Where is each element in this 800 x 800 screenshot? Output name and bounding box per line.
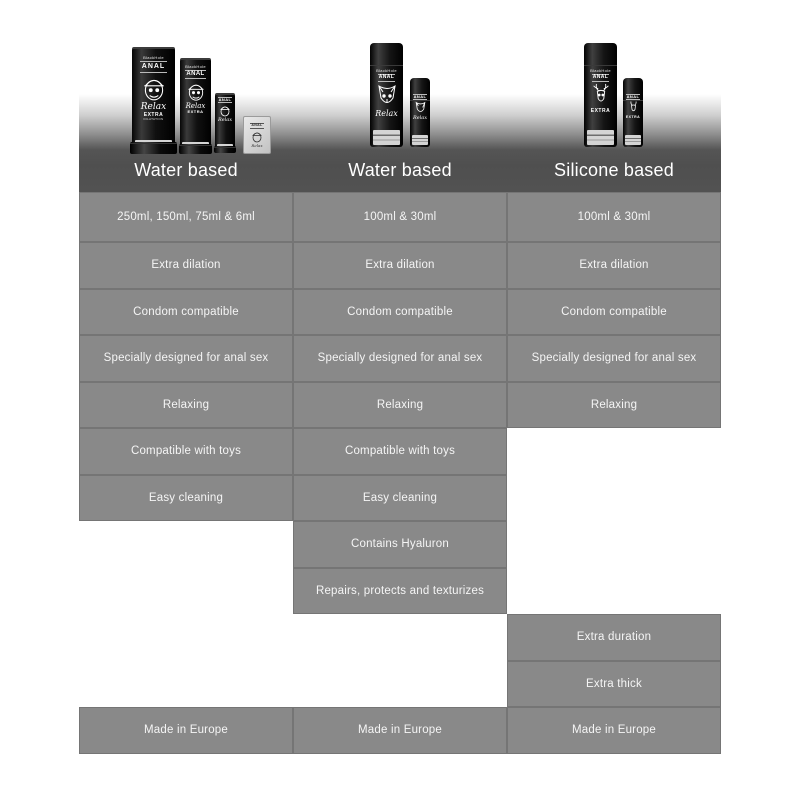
cell-sizes-col3: 100ml & 30ml — [507, 192, 721, 242]
product-tube-250ml — [132, 47, 175, 154]
product-bottle-30ml-silicone — [623, 78, 643, 147]
product-script: Relax — [412, 115, 428, 122]
product-script: Relax — [185, 101, 206, 110]
cell-blank — [507, 568, 721, 615]
product-label-band — [587, 130, 615, 145]
cell-blank — [507, 428, 721, 475]
product-tube-75ml — [215, 93, 235, 153]
product-name: ANAL — [140, 61, 167, 73]
cell-extra-dilation-col1: Extra dilation — [79, 242, 293, 289]
gorilla-art-icon — [141, 74, 167, 102]
cell-condom-compatible-col1: Condom compatible — [79, 289, 293, 336]
gorilla-art-icon — [186, 80, 206, 102]
feature-grid — [79, 192, 721, 754]
cell-blank — [79, 521, 293, 568]
cell-extra-dilation-col2: Extra dilation — [293, 242, 507, 289]
cell-extra-thick-col3: Extra thick — [507, 661, 721, 708]
cell-toys-col2: Compatible with toys — [293, 428, 507, 475]
product-brand: BlackHole — [376, 68, 397, 73]
product-script: Relax — [217, 117, 233, 124]
product-script: Relax — [140, 101, 167, 112]
product-extra-label: EXTRA — [143, 111, 164, 118]
cell-blank — [507, 521, 721, 568]
cell-sizes-col1: 250ml, 150ml, 75ml & 6ml — [79, 192, 293, 242]
product-label-band — [625, 135, 642, 145]
column-headers — [79, 148, 721, 192]
product-brand: BlackHole — [185, 64, 206, 69]
cell-designed-anal-col2: Specially designed for anal sex — [293, 335, 507, 382]
product-name: ANAL — [218, 97, 232, 102]
cell-relaxing-col2: Relaxing — [293, 382, 507, 429]
header-silicone-based: Silicone based — [554, 159, 674, 180]
cell-blank — [293, 614, 507, 661]
wolf-art-icon — [414, 101, 427, 115]
product-bottle-30ml-water — [410, 78, 430, 147]
header-water-based-2: Water based — [348, 159, 452, 180]
product-bottle-100ml-silicone — [584, 43, 617, 147]
product-name: ANAL — [592, 74, 609, 80]
product-name: ANAL — [626, 94, 640, 99]
cell-relaxing-col1: Relaxing — [79, 382, 293, 429]
cell-easy-cleaning-col2: Easy cleaning — [293, 475, 507, 522]
cell-hyaluron-col2: Contains Hyaluron — [293, 521, 507, 568]
deer-art-icon — [627, 101, 640, 114]
cell-blank — [507, 475, 721, 522]
product-label-band — [373, 130, 401, 145]
cell-extra-dilation-col3: Extra dilation — [507, 242, 721, 289]
cell-easy-cleaning-col1: Easy cleaning — [79, 475, 293, 522]
cell-repairs-col2: Repairs, protects and texturizes — [293, 568, 507, 615]
product-extra-label: EXTRA — [625, 115, 641, 120]
gorilla-art-icon — [219, 104, 231, 117]
product-tube-150ml — [180, 58, 211, 154]
product-name: ANAL — [413, 94, 427, 99]
product-bottle-100ml-water — [370, 43, 403, 147]
cell-relaxing-col3: Relaxing — [507, 382, 721, 429]
product-brand: BlackHole — [590, 68, 611, 73]
cell-blank — [293, 661, 507, 708]
product-extra-label: EXTRA — [590, 107, 611, 114]
product-name: ANAL — [186, 71, 205, 77]
cell-made-in-europe-col1: Made in Europe — [79, 707, 293, 754]
product-name: ANAL — [251, 123, 263, 128]
product-extra-label: EXTRA — [187, 108, 204, 114]
cell-condom-compatible-col3: Condom compatible — [507, 289, 721, 336]
deer-art-icon — [589, 83, 613, 107]
header-water-based-1: Water based — [134, 159, 238, 180]
wolf-art-icon — [375, 83, 399, 109]
cell-toys-col1: Compatible with toys — [79, 428, 293, 475]
cell-designed-anal-col3: Specially designed for anal sex — [507, 335, 721, 382]
cell-made-in-europe-col2: Made in Europe — [293, 707, 507, 754]
product-script: Relax — [375, 108, 398, 118]
cell-condom-compatible-col2: Condom compatible — [293, 289, 507, 336]
product-brand: BlackHole — [143, 55, 164, 60]
product-label-band — [412, 135, 429, 145]
cell-extra-duration-col3: Extra duration — [507, 614, 721, 661]
product-script: Relax — [251, 142, 263, 148]
product-name: ANAL — [378, 74, 395, 80]
cell-designed-anal-col1: Specially designed for anal sex — [79, 335, 293, 382]
cell-blank — [79, 568, 293, 615]
cell-blank — [79, 661, 293, 708]
cell-made-in-europe-col3: Made in Europe — [507, 707, 721, 754]
cell-blank — [79, 614, 293, 661]
product-extra-sub-label: DILATATION — [143, 116, 164, 121]
cell-sizes-col2: 100ml & 30ml — [293, 192, 507, 242]
gorilla-art-icon — [251, 130, 263, 143]
